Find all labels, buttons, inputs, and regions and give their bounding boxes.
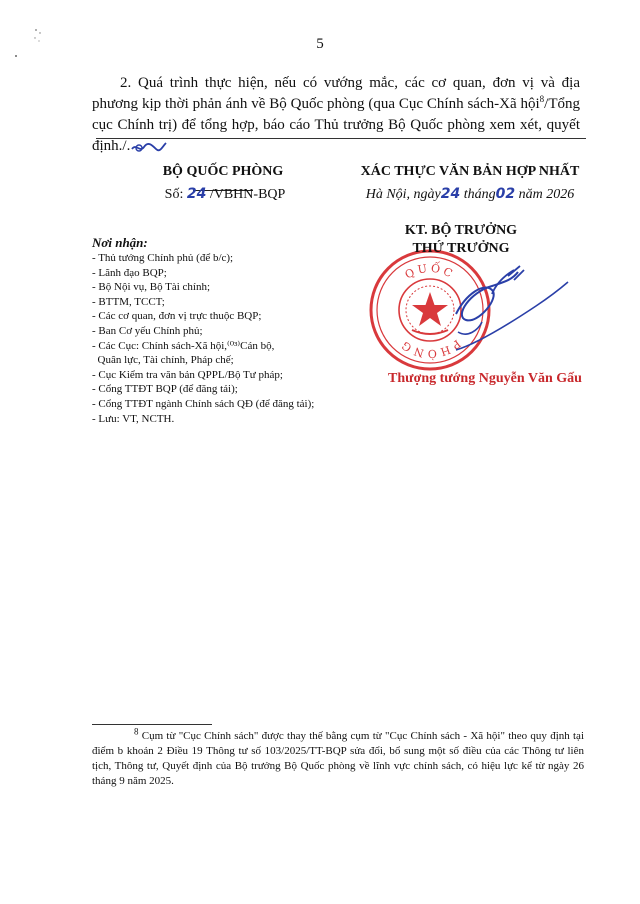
- signing-capacity: KT. BỘ TRƯỞNG: [404, 223, 518, 238]
- footnote-text: Cụm từ "Cục Chính sách" được thay thế bằng cụm từ "Cục Chính sách - Xã hội" theo quy định tại điểm b khoản 2 Điều 19 Thông tư số 103/2025/TT-BQP sửa đổi, bổ sung một số điều của các Thông tư liên tịch, Thông tư, Quyết định của Bộ trưởng Bộ Quốc phòng về lĩnh vực chính sách, có hiệu lực kể từ ngày 26 tháng 9 năm 2025.: [92, 730, 584, 787]
- list-item: - Cổng TTĐT BQP (để đăng tải);: [92, 383, 238, 396]
- signer-position: THỨ TRƯỞNG: [412, 241, 510, 256]
- list-item: Quân lực, Tài chính, Pháp chế;: [92, 354, 234, 367]
- paragraph-text-b: /Tổng cục Chính trị) để tổng hợp, báo cáo Thủ trưởng Bộ Quốc phòng xem xét, quyết định./.: [92, 96, 580, 154]
- footnote-divider: [92, 724, 212, 725]
- list-item: - BTTM, TCCT;: [92, 295, 165, 308]
- date-part-c: năm 2026: [518, 187, 575, 202]
- list-item: - Các Cục: Chính sách-Xã hội,⁽⁰³⁾Cán bộ,: [92, 339, 275, 352]
- page-number: 5: [316, 36, 324, 52]
- number-handwritten: 24: [186, 186, 207, 202]
- closing-paragraph: [92, 73, 580, 157]
- document-number: [150, 186, 300, 203]
- footnote-ref[interactable]: 8: [539, 94, 545, 104]
- org-name: BỘ QUỐC PHÒNG: [162, 164, 284, 179]
- month-handwritten: 02: [495, 186, 516, 202]
- date-part-a: Hà Nội, ngày: [365, 187, 441, 202]
- section-divider: [96, 138, 586, 139]
- footnote-mark: 8: [134, 726, 139, 737]
- number-prefix: Số:: [164, 187, 184, 202]
- list-item: - Thủ tướng Chính phủ (để b/c);: [92, 252, 234, 264]
- date-part-b: tháng: [463, 187, 496, 202]
- document-title: XÁC THỰC VĂN BẢN HỢP NHẤT: [360, 164, 580, 179]
- list-item: - Bộ Nội vụ, Bộ Tài chính;: [92, 281, 211, 294]
- list-item: - Cục Kiểm tra văn bản QPPL/Bộ Tư pháp;: [92, 368, 283, 381]
- paragraph-text-a: 2. Quá trình thực hiện, nếu có vướng mắc, các cơ quan, đơn vị và địa phương kịp thời phản ánh về Bộ Quốc phòng (qua Cục Chính sách-Xã hội: [92, 75, 580, 112]
- list-item: - Các cơ quan, đơn vị trực thuộc BQP;: [92, 310, 262, 323]
- list-item: - Lưu: VT, NCTH.: [92, 412, 175, 425]
- footnote: [92, 726, 584, 789]
- list-item: - Lãnh đạo BQP;: [92, 266, 167, 279]
- recipients-title: Nơi nhận:: [92, 235, 148, 250]
- day-handwritten: 24: [440, 186, 461, 202]
- recipients-list: [92, 251, 342, 426]
- signer-name: Thượng tướng Nguyễn Văn Gấu: [388, 371, 582, 386]
- seal-text-bottom: PHÒNG: [397, 336, 464, 361]
- seal-text-top: QUỐC: [402, 261, 458, 282]
- place-date: [352, 186, 588, 203]
- list-item: - Ban Cơ yếu Chính phủ;: [92, 324, 203, 337]
- handwritten-initial-mark: [130, 141, 168, 153]
- handwritten-signature: [396, 254, 576, 366]
- list-item: - Cổng TTĐT ngành Chính sách QĐ (để đăng tải);: [92, 397, 315, 410]
- number-suffix: /VBHN-BQP: [209, 187, 286, 202]
